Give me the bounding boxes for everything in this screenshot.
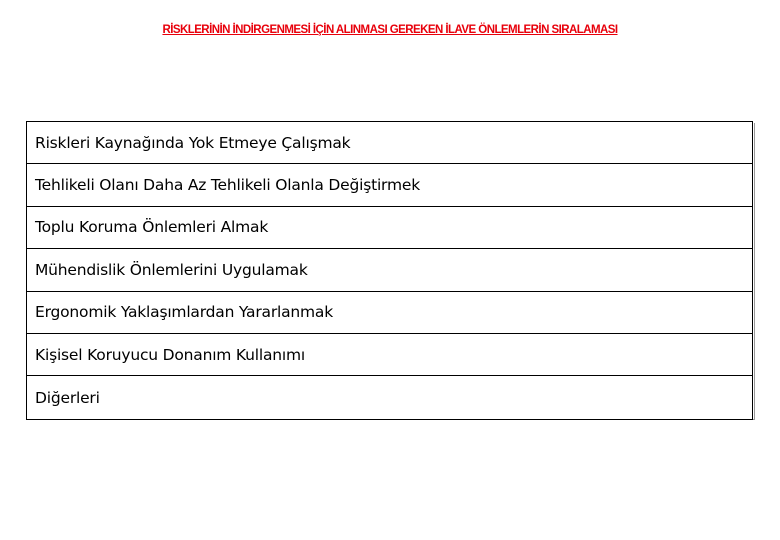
measure-label: Mühendislik Önlemlerini Uygulamak	[35, 260, 308, 279]
table-row	[27, 164, 752, 206]
table-row	[27, 207, 752, 249]
measure-label: Kişisel Koruyucu Donanım Kullanımı	[35, 345, 305, 364]
page-title: RİSKLERİNİN İNDİRGENMESİ İÇİN ALINMASI GEREKEN İLAVE ÖNLEMLERİN SIRALAMASI	[162, 24, 618, 36]
table-row	[27, 334, 752, 376]
table-row	[27, 122, 752, 164]
measure-label: Toplu Koruma Önlemleri Almak	[35, 218, 269, 237]
measure-label: Ergonomik Yaklaşımlardan Yararlanmak	[35, 303, 333, 322]
table-row	[27, 376, 752, 418]
table-row	[27, 249, 752, 291]
measure-label: Tehlikeli Olanı Daha Az Tehlikeli Olanla Değiştirmek	[35, 176, 420, 195]
measure-label: Diğerleri	[35, 388, 100, 407]
table-row	[27, 292, 752, 334]
measure-label: Riskleri Kaynağında Yok Etmeye Çalışmak	[35, 133, 351, 152]
measures-table	[26, 121, 753, 420]
